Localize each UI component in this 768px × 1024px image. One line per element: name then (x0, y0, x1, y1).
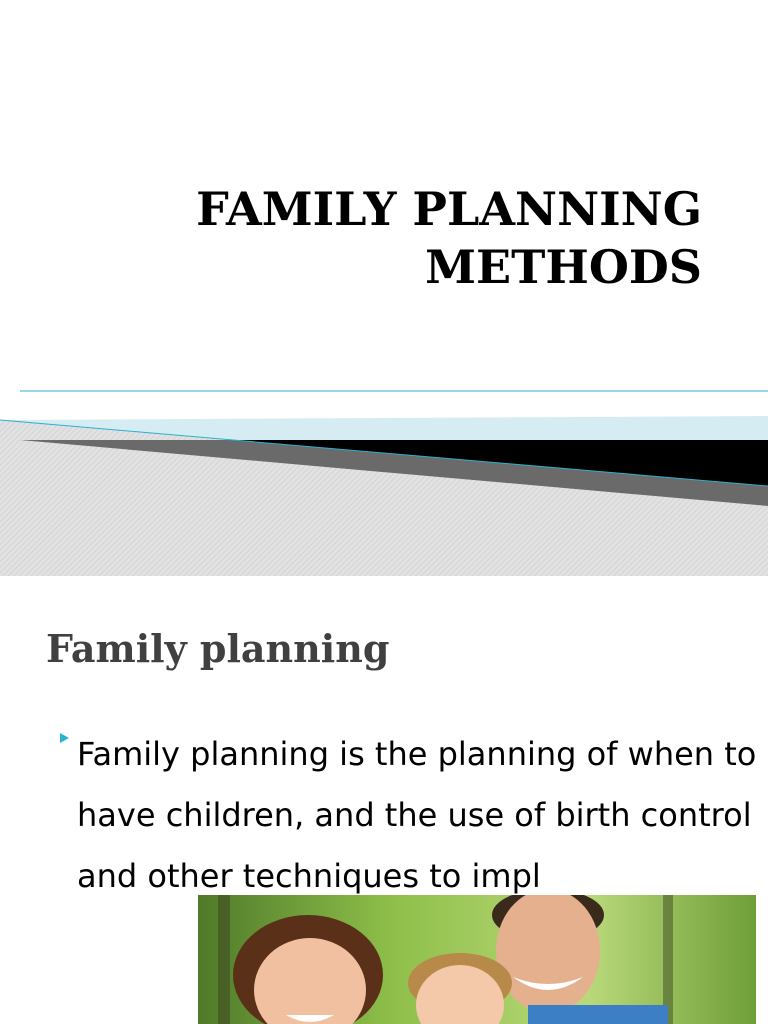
decorative-swoosh-band (0, 380, 768, 576)
slide-title (196, 180, 702, 296)
title-line-1: FAMILY PLANNING (196, 182, 702, 236)
title-line-2: METHODS (425, 240, 702, 294)
family-photo-icon (198, 895, 756, 1024)
content-slide (0, 576, 768, 1024)
bullet-arrow-icon (58, 732, 70, 744)
slide-heading: Family planning (46, 626, 390, 671)
bullet-text: Family planning is the planning of when to have children, and the use of birth control and other techniques to impl (77, 735, 757, 895)
